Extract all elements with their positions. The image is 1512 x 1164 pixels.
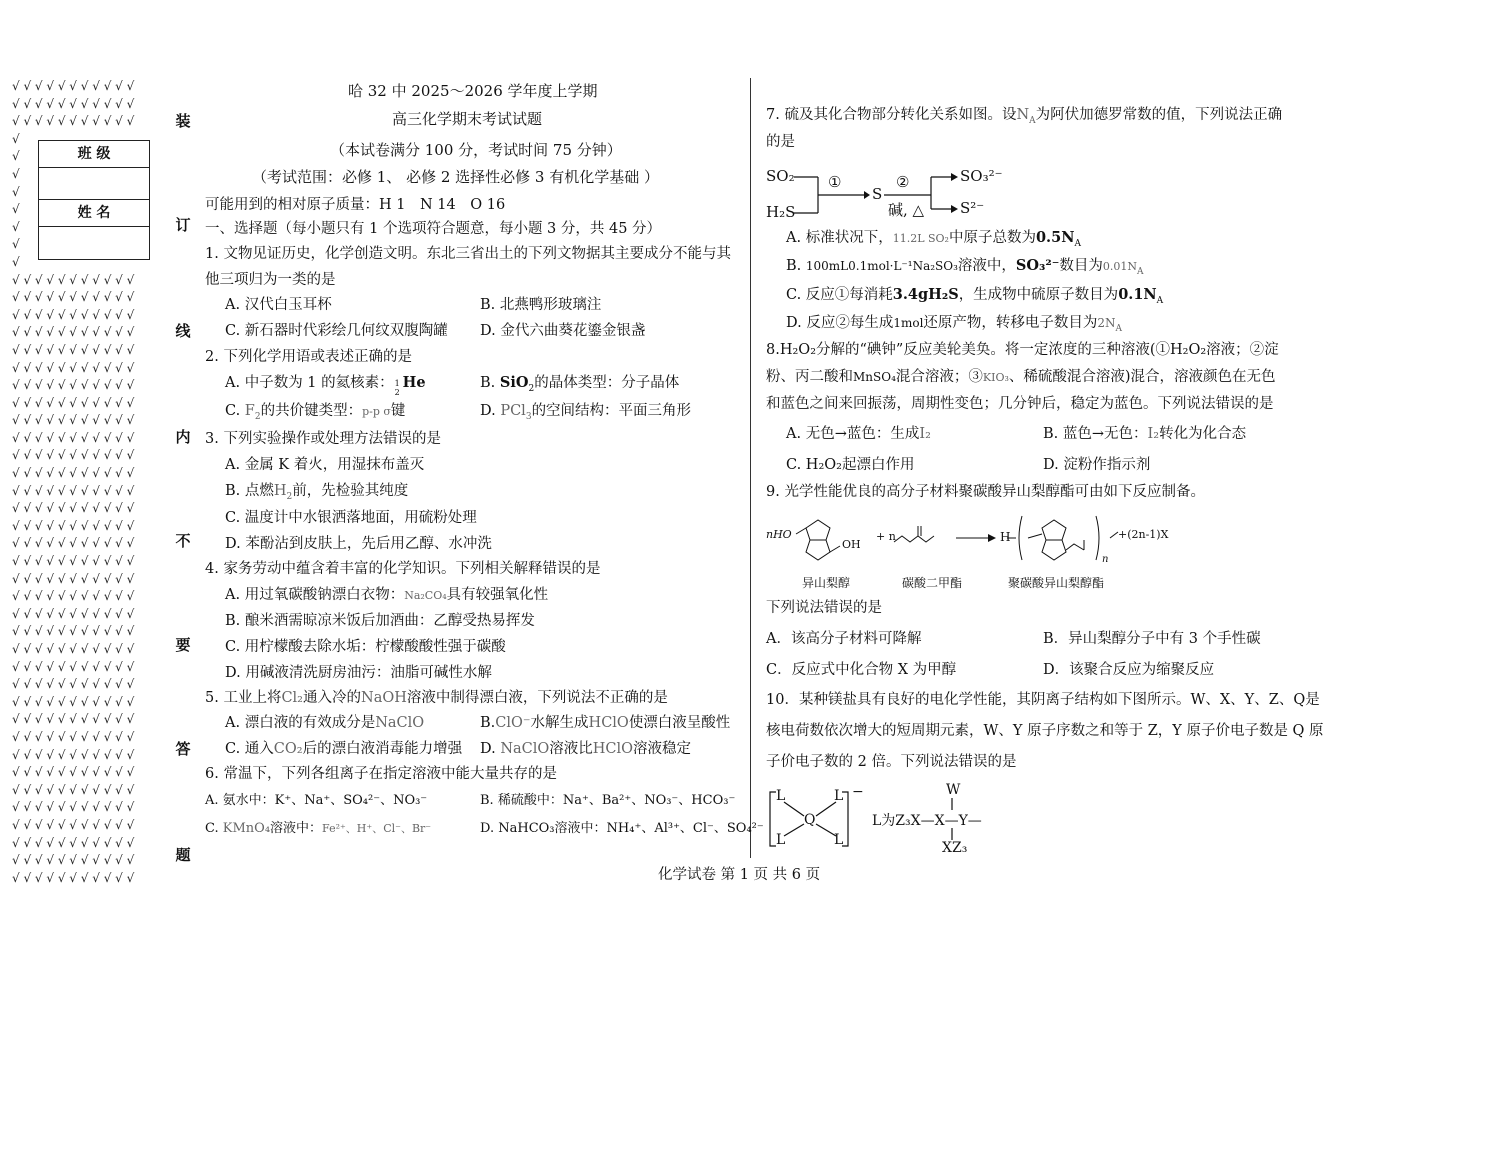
q7-stem (766, 105, 1282, 131)
option-text: 的晶体类型：分子晶体 (534, 375, 680, 391)
q8-option-b[interactable] (1043, 424, 1246, 444)
q6-option-c[interactable] (205, 819, 431, 839)
q2-option-b[interactable] (480, 373, 679, 399)
stem-text: 8. (766, 342, 780, 358)
school-line: 哈 32 中 2025～2026 学年度上学期 (348, 82, 598, 100)
option-text: 中原子总数为 (948, 230, 1036, 246)
option-text: 使漂白液呈酸性 (628, 715, 731, 731)
formula: PCl (500, 403, 526, 419)
ligand-l: L (834, 832, 844, 848)
q7-stem-cont: 的是 (766, 134, 795, 150)
stem-text: 粉、丙二酸和 (766, 369, 853, 385)
option-text: C. 反应①每消耗 (786, 287, 893, 303)
byproduct: +(2n-1)X (1118, 528, 1169, 541)
q2-a-text: A. 中子数为 1 的氦核素： (225, 375, 394, 391)
binding-word: 要 (175, 636, 191, 654)
tick-row: √ √ √ √ √ √ √ √ √ √ √ (12, 765, 135, 780)
tick-row: √ (12, 166, 20, 181)
tick-row: √ √ √ √ √ √ √ √ √ √ √ (12, 589, 135, 604)
q10-stem: 10．某种镁盐具有良好的电化学性能，其阴离子结构如下图所示。W、X、Y、Z、Q是 (766, 692, 1320, 708)
stem-text: 通入冷的 (303, 690, 361, 706)
option-text: A. 漂白液的有效成分是 (225, 715, 376, 731)
formula: ClO⁻ (495, 715, 531, 731)
tick-row: √ (12, 131, 20, 146)
tick-row: √ √ √ √ √ √ √ √ √ √ √ (12, 360, 135, 375)
atomic-mass: 可能用到的相对原子质量：H 1 N 14 O 16 (205, 197, 506, 213)
formula: 11.2L SO₂ (892, 232, 949, 245)
tick-row: √ √ √ √ √ √ √ √ √ √ √ (12, 325, 135, 340)
subscript: A (1156, 295, 1164, 306)
option-text: 数目为 (1059, 258, 1103, 274)
q7-option-c[interactable] (786, 285, 1163, 311)
formula: SiO (499, 374, 529, 391)
tick-row: √ (12, 237, 20, 252)
student-info-box (38, 140, 150, 260)
option-text: 溶液稳定 (633, 741, 692, 757)
formula-subscript: 2 (528, 383, 535, 394)
tick-row: √ √ √ √ √ √ √ √ √ √ √ (12, 624, 135, 639)
h2s-label: H₂S (766, 203, 796, 221)
tick-row: √ √ √ √ √ √ √ √ √ √ √ (12, 659, 135, 674)
q6-option-d[interactable] (480, 819, 764, 839)
q1-stem: 1. 文物见证历史，化学创造文明。东北三省出土的下列文物据其主要成分不能与其 (205, 246, 731, 262)
q4-option-b[interactable]: B. 酿米酒需晾凉米饭后加酒曲：乙醇受热易挥发 (225, 613, 535, 629)
tick-row: √ (12, 254, 20, 269)
option-text: A. 标准状况下， (786, 230, 893, 246)
polymer-end-h: H (1000, 530, 1011, 544)
stem-text: 混合溶液；③ (895, 369, 983, 385)
dmc-label: 碳酸二甲酯 (902, 576, 963, 590)
isosorbide-label: 异山梨醇 (802, 576, 851, 590)
option-text: 溶液比 (549, 741, 593, 757)
ion-list: NH₄⁺、Al³⁺、Cl⁻、SO₄²⁻ (606, 821, 764, 836)
tick-row: √ √ √ √ √ √ √ √ √ √ √ (12, 395, 135, 410)
formula: NaHCO₃ (498, 821, 555, 836)
exam-title: 高三化学期末考试试题 (392, 110, 543, 128)
q9-stem: 9. 光学性能优良的高分子材料聚碳酸异山梨醇酯可由如下反应制备。 (766, 484, 1205, 500)
option-letter: D. (480, 741, 496, 757)
tick-row: √ √ √ √ √ √ √ √ √ √ √ (12, 536, 135, 551)
tick-row: √ √ √ √ √ √ √ √ √ √ √ (12, 272, 135, 287)
polymer-label: 聚碳酸异山梨醇酯 (1008, 576, 1105, 590)
option-letter: C. (786, 457, 802, 473)
option-text: 的共价键类型： (260, 403, 363, 419)
formula: H₂O₂ (805, 457, 842, 473)
binding-word: 答 (175, 740, 191, 758)
ion: SO₃²⁻ (1015, 257, 1060, 274)
option-letter: D. (480, 403, 496, 419)
option-text: B. 点燃 (225, 483, 274, 499)
option-letter: B. (480, 375, 496, 391)
tick-row: √ √ √ √ √ √ √ √ √ √ √ (12, 571, 135, 586)
q8-option-d[interactable]: D. 淀粉作指示剂 (1043, 457, 1151, 473)
formula: 100mL0.1mol·L⁻¹Na₂SO₃ (805, 259, 958, 273)
tick-row: √ √ √ √ √ √ √ √ √ √ √ (12, 817, 135, 832)
option-text: 水解生成 (530, 715, 589, 731)
score-time: （本试卷满分 100 分，考试时间 75 分钟） (330, 141, 622, 159)
column-divider (750, 78, 751, 858)
binding-word: 不 (175, 532, 191, 550)
tick-row: √ √ √ √ √ √ √ √ √ √ √ (12, 694, 135, 709)
formula: HClO (588, 715, 629, 731)
subscript: A (1029, 115, 1036, 126)
tick-row: √ √ √ √ √ √ √ √ √ √ √ (12, 501, 135, 516)
formula: Na₂CO₄ (404, 589, 447, 602)
ligand-l: L (776, 832, 786, 848)
q3-stem: 3. 下列实验操作或处理方法错误的是 (205, 431, 441, 447)
ligand-l: L (834, 788, 844, 804)
ion-list: Na⁺、Ba²⁺、NO₃⁻、HCO₃⁻ (562, 793, 736, 808)
q3-option-c[interactable]: C. 温度计中水银洒落地面，用硫粉处理 (225, 510, 477, 526)
tick-row: √ √ √ √ √ √ √ √ √ √ √ (12, 554, 135, 569)
q2-option-a[interactable] (225, 373, 426, 397)
formula: KIO₃ (982, 371, 1009, 384)
sulfide-label: S²⁻ (960, 199, 985, 217)
q1-option-d[interactable]: D. 金代六曲葵花鎏金银盏 (480, 323, 646, 339)
tick-row: √ √ √ √ √ √ √ √ √ √ √ (12, 79, 135, 93)
avogadro-symbol: N (1016, 107, 1030, 123)
formula: HClO (592, 741, 634, 757)
tick-row: √ √ √ √ √ √ √ √ √ √ √ (12, 870, 135, 885)
formula: I₂ (1147, 426, 1160, 442)
reactant1-oh: OH (842, 538, 861, 551)
stem-text: 分解的“碘钟”反应美轮美奂。将一定浓度的三种溶液(① (816, 342, 1170, 358)
tick-row: √ (12, 219, 20, 234)
q2-a-symbol: He (402, 374, 426, 391)
binding-word: 题 (175, 846, 191, 864)
s-label: S (872, 185, 883, 203)
q8-stem-line3: 和蓝色之间来回振荡，周期性变色；几分钟后，稳定为蓝色。下列说法错误的是 (766, 396, 1274, 412)
option-text: C. 通入 (225, 741, 274, 757)
stem-text: 、稀硫酸混合溶液)混合，溶液颜色在无色 (1008, 369, 1276, 385)
option-text: 具有较强氧化性 (446, 587, 549, 603)
formula: H (273, 483, 287, 499)
value: 0.01N (1102, 260, 1138, 273)
ion-list: K⁺、Na⁺、SO₄²⁻、NO₃⁻ (274, 793, 428, 808)
condition-label: 碱, △ (888, 201, 925, 219)
value: 1mol (893, 316, 924, 330)
q9-option-d[interactable]: D．该聚合反应为缩聚反应 (1043, 662, 1215, 678)
formula: H₂O₂ (779, 342, 817, 358)
option-text: A. 用过氧碳酸钠漂白衣物： (225, 587, 405, 603)
q10-stem-line3: 子价电子数的 2 倍。下列说法错误的是 (766, 754, 1017, 770)
q2-option-d[interactable] (480, 401, 691, 427)
class-field[interactable] (39, 168, 149, 200)
option-text: 溶液中： (270, 821, 323, 836)
binding-word: 订 (175, 216, 191, 234)
degree-of-polymerization: n (1102, 554, 1109, 565)
tick-row: √ √ √ √ √ √ √ √ √ √ √ (12, 747, 135, 762)
option-text: 溶液中： (554, 821, 607, 836)
tick-row: √ √ √ √ √ √ √ √ √ √ √ (12, 782, 135, 797)
subscript: A (1115, 323, 1123, 334)
formula: MnSO₄ (853, 370, 896, 384)
tick-row: √ √ √ √ √ √ √ √ √ √ √ (12, 483, 135, 498)
stem-text: 为阿伏加德罗常数的值，下列说法正确 (1035, 107, 1283, 123)
formula: 3.4gH₂S (892, 286, 959, 303)
option-letter: C. (225, 403, 241, 419)
q2-stem: 2. 下列化学用语或表述正确的是 (205, 349, 412, 365)
q1-stem-cont: 他三项归为一类的是 (205, 272, 336, 288)
option-text: 起漂白作用 (841, 457, 915, 473)
section-heading: 一、选择题（每小题只有 1 个选项符合题意，每小题 3 分，共 45 分） (205, 221, 662, 237)
tick-row: √ √ √ √ √ √ √ √ √ √ √ (12, 835, 135, 850)
q1-option-b[interactable]: B. 北燕鸭形玻璃注 (480, 297, 602, 313)
tick-row: √ √ √ √ √ √ √ √ √ √ √ (12, 342, 135, 357)
q10-stem-line2: 核电荷数依次增大的短周期元素，W、Y 原子序数之和等于 Z，Y 原子价电子数是 Q 原 (766, 723, 1324, 739)
tick-row: √ √ √ √ √ √ √ √ √ √ √ (12, 712, 135, 727)
anion-structure (766, 782, 1026, 858)
q6-option-b[interactable] (480, 791, 735, 811)
q5-option-b[interactable] (480, 713, 730, 733)
subscript: A (1074, 238, 1081, 249)
tick-row: √ √ √ √ √ √ √ √ √ √ √ (12, 518, 135, 533)
ligand-definition: L为Z₃X—X—Y— (872, 813, 982, 829)
option-text: 前，先检验其纯度 (292, 483, 409, 499)
q7-option-d[interactable] (786, 313, 1122, 339)
option-text: B. 稀硫酸中： (480, 793, 563, 808)
option-letter: B. (480, 715, 496, 731)
class-label: 班 级 (39, 141, 149, 168)
stem-text: 溶液；②淀 (1206, 342, 1279, 358)
q8-option-a[interactable] (786, 424, 931, 444)
formula: KMnO₄ (222, 821, 271, 836)
q8-stem (766, 340, 1279, 360)
group-xz3: XZ₃ (942, 840, 968, 856)
tick-row: √ √ √ √ √ √ √ √ √ √ √ (12, 606, 135, 621)
tick-row: √ (12, 202, 20, 217)
value: 0.1N (1118, 286, 1157, 303)
binding-word: 线 (175, 322, 191, 340)
ligand-l: L (776, 788, 786, 804)
stem-text: 溶液中制得漂白液，下列说法不正确的是 (406, 690, 668, 706)
polymerization-reaction (766, 508, 1186, 594)
stem-text: 5. 工业上将 (205, 690, 282, 706)
tick-row: √ √ √ √ √ √ √ √ √ √ √ (12, 466, 135, 481)
option-letter: D. (480, 821, 495, 836)
formula-subscript: 2 (286, 491, 293, 502)
binding-word: 装 (175, 112, 191, 130)
option-text: A. 无色→蓝色：生成 (786, 426, 920, 442)
formula: CO₂ (273, 741, 303, 757)
formula: Cl₂ (281, 690, 303, 706)
q9-option-b[interactable]: B．异山梨醇分子中有 3 个手性碳 (1043, 631, 1261, 647)
tick-row: √ √ √ √ √ √ √ √ √ √ √ (12, 114, 135, 129)
option-text: 的空间结构：平面三角形 (531, 403, 692, 419)
q5-stem (205, 688, 668, 708)
reactant1-prefix: nHO (766, 528, 792, 541)
option-text: 后的漂白液消毒能力增强 (302, 741, 463, 757)
stem-text: 7. 硫及其化合物部分转化关系如图。设 (766, 107, 1017, 123)
tick-row: √ √ √ √ √ √ √ √ √ √ √ (12, 430, 135, 445)
anion-charge: − (852, 784, 864, 800)
formula-subscript: 3 (525, 411, 532, 422)
atomic-number: 2 (394, 388, 400, 397)
q5-option-a[interactable] (225, 713, 424, 733)
option-text: 溶液中， (957, 258, 1016, 274)
q6-option-a[interactable] (205, 791, 427, 811)
tick-row: √ √ √ √ √ √ √ √ √ √ √ (12, 677, 135, 692)
formula: NaClO (375, 715, 425, 731)
q7-option-b[interactable] (786, 256, 1144, 282)
q5-option-d[interactable] (480, 739, 691, 759)
q5-option-c[interactable] (225, 739, 462, 759)
name-label: 姓 名 (39, 199, 149, 227)
tick-row: √ √ √ √ √ √ √ √ √ √ √ (12, 800, 135, 815)
binding-word: 内 (175, 428, 191, 446)
atom-w: W (946, 782, 961, 798)
name-field[interactable] (39, 226, 149, 258)
q2-option-c[interactable] (225, 401, 405, 427)
formula-subscript: 2 (254, 411, 261, 422)
q8-stem-line2 (766, 367, 1276, 388)
page-footer: 化学试卷 第 1 页 共 6 页 (658, 867, 821, 883)
option-text: B. 蓝色→无色： (1043, 426, 1148, 442)
option-text: D. 反应②每生成 (786, 315, 894, 331)
tick-row: √ (12, 184, 20, 199)
q9-option-a[interactable]: A．该高分子材料可降解 (766, 631, 922, 647)
bond-type: p-p σ (362, 405, 391, 418)
value: 2N (1097, 316, 1116, 330)
step2-label: ② (896, 173, 910, 191)
formula: NaOH (361, 690, 407, 706)
q4-option-c[interactable]: C. 用柠檬酸去除水垢：柠檬酸酸性强于碳酸 (225, 639, 506, 655)
q9-substem: 下列说法错误的是 (766, 600, 882, 616)
tick-row: √ √ √ √ √ √ √ √ √ √ √ (12, 378, 135, 393)
option-text: 转化为化合态 (1159, 426, 1247, 442)
option-letter: B. (786, 258, 802, 274)
tick-row: √ √ √ √ √ √ √ √ √ √ √ (12, 729, 135, 744)
ion-list: Fe²⁺、H⁺、Cl⁻、Br⁻ (322, 822, 432, 835)
option-text: 还原产物，转移电子数目为 (923, 315, 1098, 331)
sulfite-label: SO₃²⁻ (960, 167, 1003, 185)
formula: F (244, 403, 255, 419)
tick-row: √ √ √ √ √ √ √ √ √ √ √ (12, 413, 135, 428)
mass-number: 1 (394, 379, 400, 388)
q1-option-a[interactable]: A. 汉代白玉耳杯 (225, 297, 332, 313)
q4-option-d[interactable]: D. 用碱液清洗厨房油污：油脂可碱性水解 (225, 665, 492, 681)
tick-row: √ √ √ √ √ √ √ √ √ √ √ (12, 448, 135, 463)
q1-option-c[interactable]: C. 新石器时代彩绘几何纹双腹陶罐 (225, 323, 448, 339)
subscript: A (1137, 266, 1144, 277)
tick-row: √ √ √ √ √ √ √ √ √ √ √ (12, 307, 135, 322)
q9-option-c[interactable]: C．反应式中化合物 X 为甲醇 (766, 662, 957, 678)
plus-n: + n (876, 530, 896, 543)
formula: I₂ (919, 426, 931, 442)
q3-option-d[interactable]: D. 苯酚沾到皮肤上，先后用乙醇、水冲洗 (225, 536, 492, 552)
central-atom-q: Q (804, 812, 816, 828)
option-text: A. 氨水中： (205, 793, 275, 808)
q3-option-b[interactable] (225, 481, 408, 507)
tick-row: √ (12, 149, 20, 164)
q3-option-a[interactable]: A. 金属 K 着火，用湿抹布盖灭 (225, 457, 425, 473)
formula: NaClO (500, 741, 550, 757)
so2-label: SO₂ (766, 167, 795, 185)
value: 0.5N (1035, 229, 1075, 246)
step1-label: ① (828, 173, 842, 191)
q2-a-nuclide-indices (394, 373, 403, 397)
q6-stem: 6. 常温下，下列各组离子在指定溶液中能大量共存的是 (205, 766, 557, 782)
option-text: ，生成物中硫原子数目为 (958, 287, 1119, 303)
tick-row: √ √ √ √ √ √ √ √ √ √ √ (12, 96, 135, 111)
exam-scope: （考试范围：必修 1、 必修 2 选择性必修 3 有机化学基础 ） (252, 168, 660, 186)
tick-row: √ √ √ √ √ √ √ √ √ √ √ (12, 853, 135, 868)
q7-option-a[interactable] (786, 228, 1081, 254)
q4-option-a[interactable] (225, 585, 548, 606)
q4-stem: 4. 家务劳动中蕴含着丰富的化学知识。下列相关解释错误的是 (205, 561, 601, 577)
option-letter: C. (205, 821, 219, 836)
tick-row: √ √ √ √ √ √ √ √ √ √ √ (12, 290, 135, 305)
q8-option-c[interactable] (786, 455, 914, 475)
option-text: 键 (390, 403, 406, 419)
formula: H₂O₂ (1170, 342, 1207, 358)
tick-row: √ √ √ √ √ √ √ √ √ √ √ (12, 642, 135, 656)
sulfur-conversion-scheme (766, 163, 1026, 225)
